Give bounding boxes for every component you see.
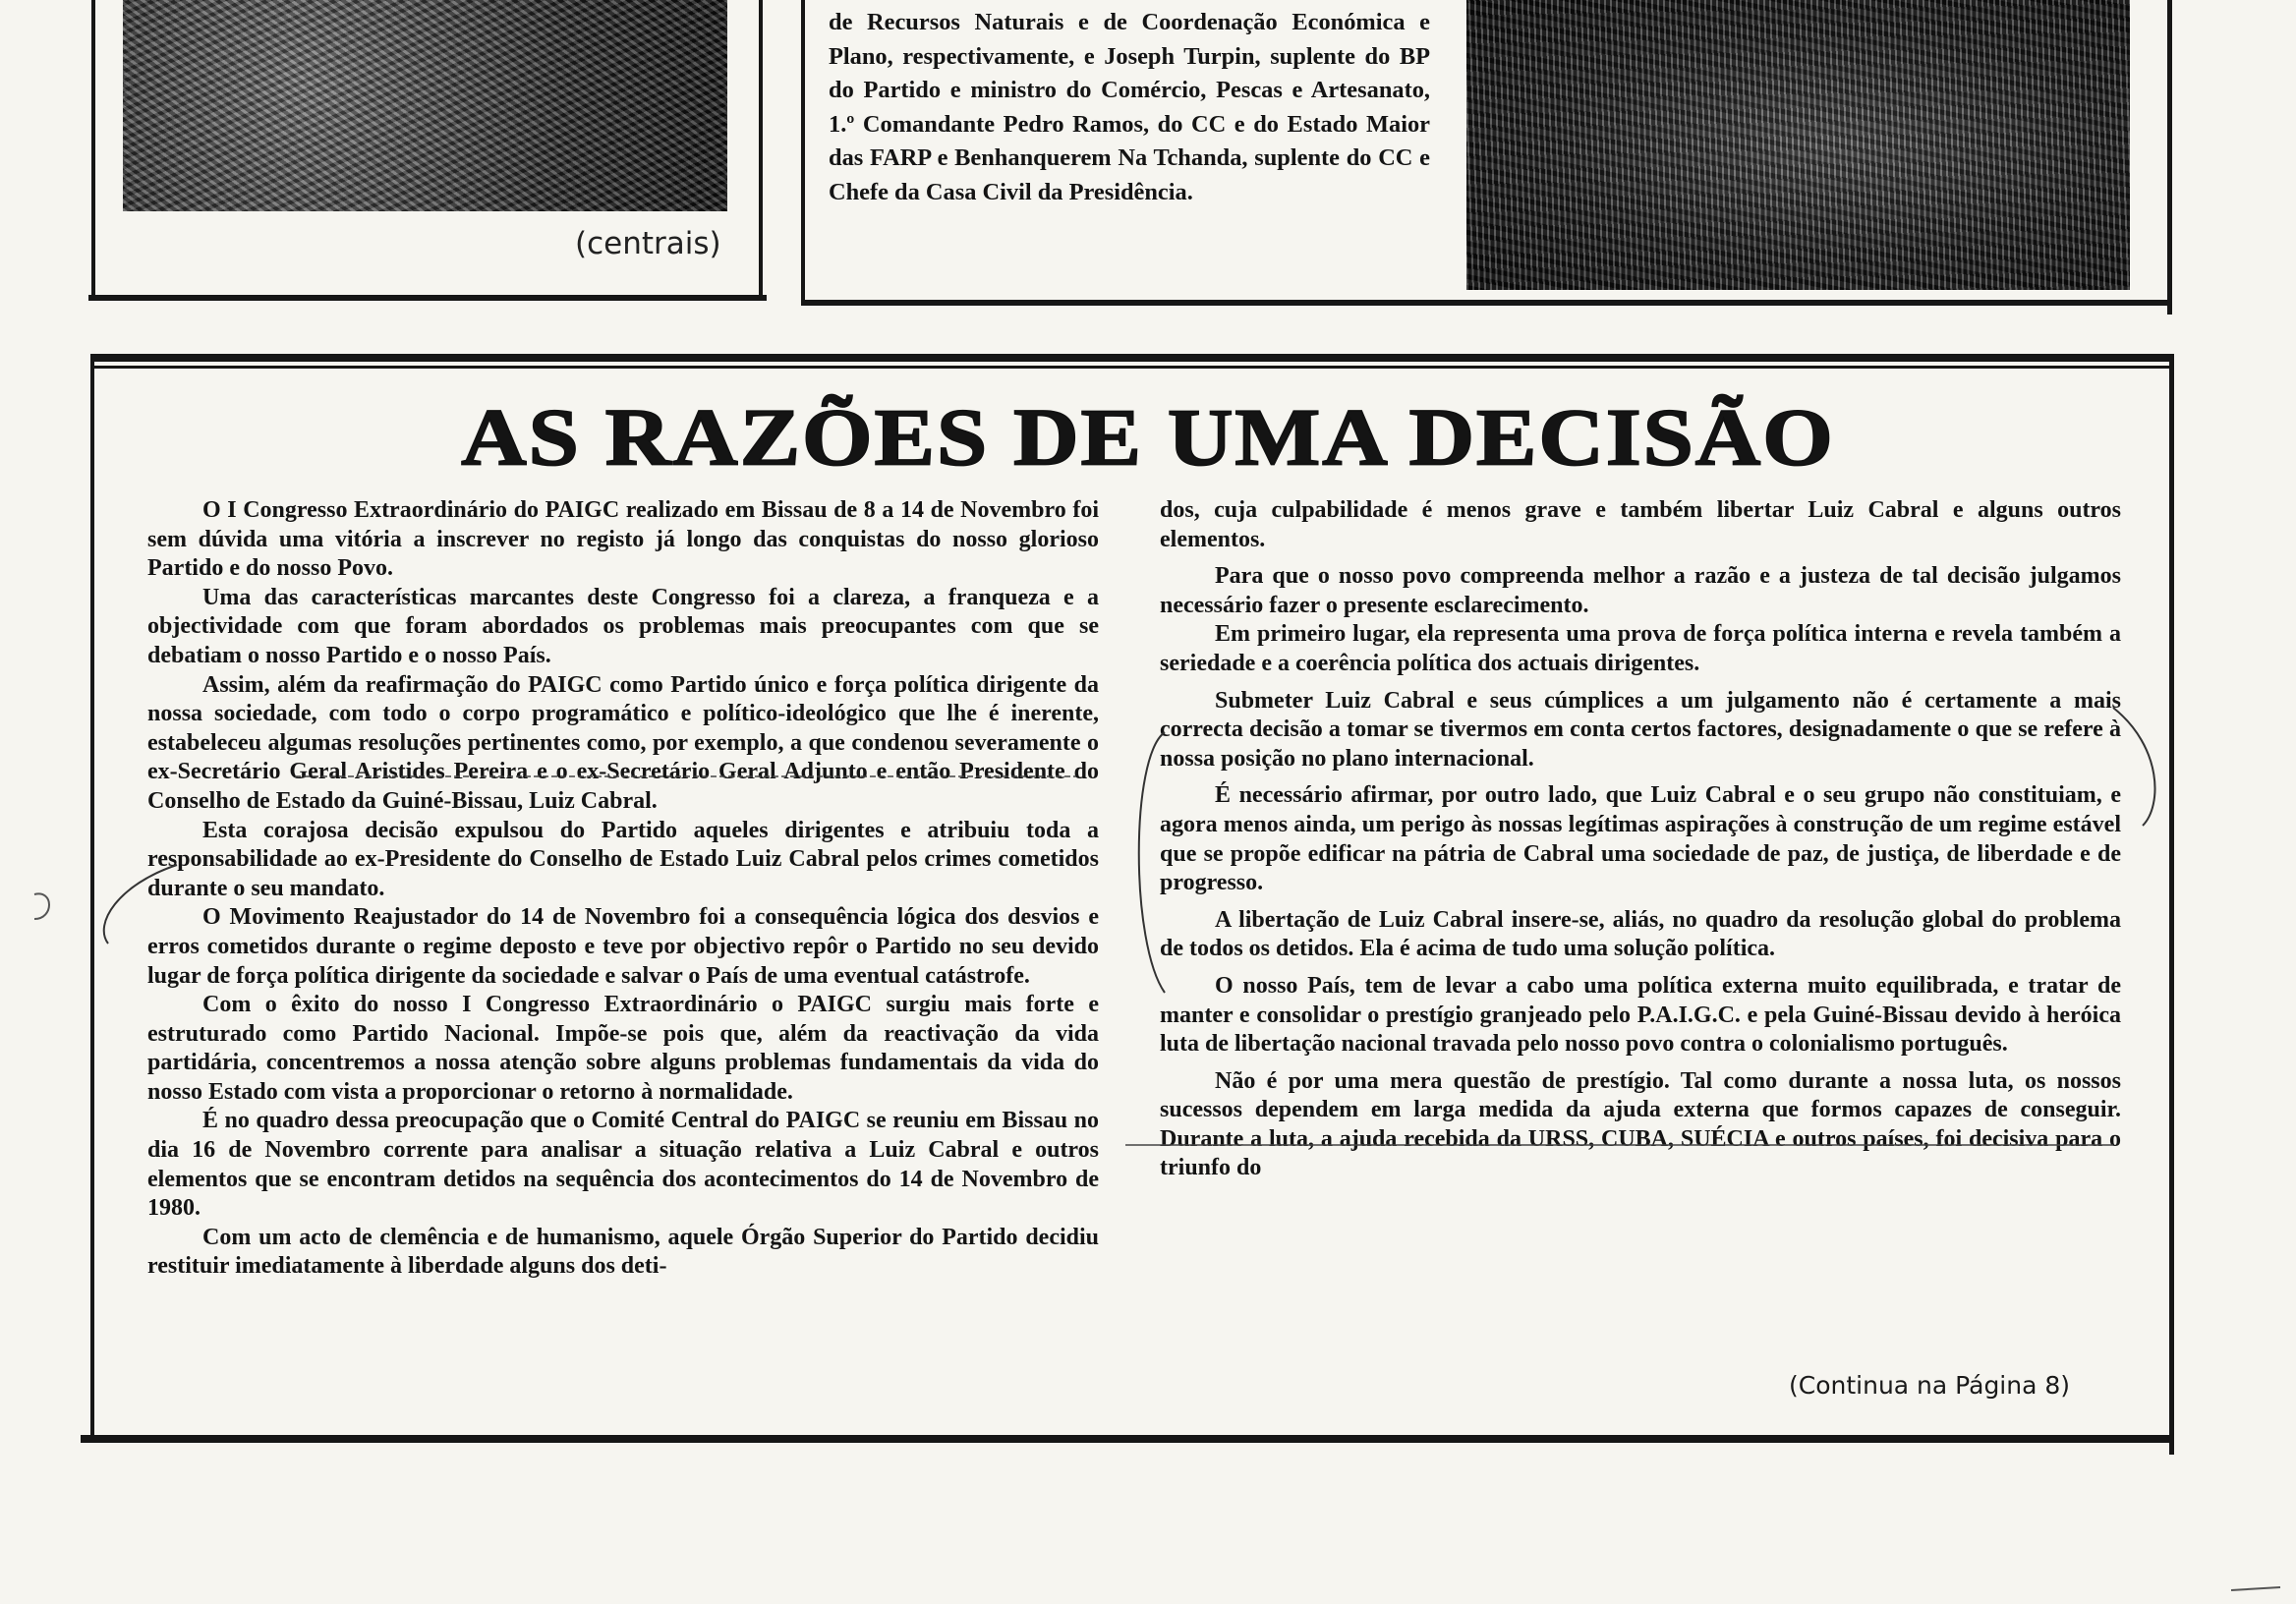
right-column (1160, 496, 2121, 1183)
paragraph: O Movimento Reajustador do 14 de Novembro foi a consequência lógica dos desvios e erros cometidos durante o regime deposto e teve por objectivo repôr o Partido no seu devido lugar de força política dirigente da sociedade e salvar o País de uma eventual catástrofe. (147, 904, 1099, 989)
continuation-note: (Continua na Página 8) (1789, 1371, 2071, 1400)
top-left-frame-right (759, 0, 763, 295)
paragraph: É necessário afirmar, por outro lado, que Luiz Cabral e o seu grupo não constituiam, e agora menos ainda, um perigo às nossas legítimas aspirações à construção de um regime estável que se propõe edificar na pátria de Cabral uma sociedade de paz, de justiça, de liberdade e de progresso. (1160, 782, 2121, 896)
paragraph: Com o êxito do nosso I Congresso Extraordinário o PAIGC surgiu mais forte e estruturado como Partido Nacional. Impõe-se pois que, além da reactivação da vida partidária, concentremos a nossa atenção sobre alguns problemas fundamentais da vida do nosso Estado com vista a proporcionar o retorno à normalidade. (147, 992, 1099, 1105)
top-middle-frame-left (801, 0, 805, 300)
top-left-photo (123, 0, 727, 211)
paragraph: Não é por uma mera questão de prestígio. Tal como durante a nossa luta, os nossos sucessos dependem em larga medida da ajuda externa que formos capazes de conseguir. Durante a luta, a ajuda recebida da URSS, CUBA, SUÉCIA e outros países, foi decisiva para o triunfo do (1160, 1067, 2121, 1181)
paragraph: O nosso País, tem de levar a cabo uma política externa muito equilibrada, e tratar de manter e consolidar o prestígio granjeado pelo P.A.I.G.C. e pela Guiné-Bissau devido à heróica luta de libertação nacional travada pelo nosso povo contra o colonialismo português. (1160, 972, 2121, 1058)
article-left-border (90, 354, 94, 1440)
margin-mark (34, 893, 49, 919)
paragraph: É no quadro dessa preocupação que o Comité Central do PAIGC se reuniu em Bissau no dia 16 de Novembro corrente para analisar a situação relativa a Luiz Cabral e outros elementos que se encontram detidos na sequência dos acontecimentos do 14 de Novembro de 1980. (147, 1108, 1099, 1222)
paragraph: dos, cuja culpabilidade é menos grave e também libertar Luiz Cabral e alguns outros elementos. (1160, 497, 2121, 552)
left-column (147, 496, 1099, 1282)
photo-caption: (centrais) (575, 226, 721, 261)
paragraph: Assim, além da reafirmação do PAIGC como Partido único e força política dirigente da nossa sociedade, com todo o corpo programático e político-ideológico que lhe é inerente, estabeleceu algumas resoluções pertinentes como, por exemplo, a que condenou severamente o ex-Secretário Geral Aristides Pereira e o ex-Secretário Geral Adjunto e então Presidente do Conselho de Estado da Guiné-Bissau, Luiz Cabral. (147, 671, 1099, 814)
paragraph: Esta corajosa decisão expulsou do Partido aqueles dirigentes e atribuiu toda a responsabilidade ao ex-Presidente do Conselho de Estado Luiz Cabral pelos crimes cometidos durante o seu mandato. (147, 817, 1099, 901)
paragraph: Para que o nosso povo compreenda melhor a razão e a justeza de tal decisão julgamos necessário fazer o presente esclarecimento. (1160, 563, 2121, 618)
top-left-rule (88, 295, 767, 301)
article-bottom-rule (81, 1435, 2174, 1443)
top-article-text: de Recursos Naturais e de Coordenação Económica e Plano, respectivamente, e Joseph Turpin, suplente do BP do Partido e ministro do Comércio, Pescas e Artesanato, 1.º Comandante Pedro Ramos, do CC e do Estado Maior das FARP e Benhanquerem Na Tchanda, suplente do CC e Chefe da Casa Civil da Presidência. (829, 9, 1430, 205)
top-left-frame-left (91, 0, 95, 295)
top-right-photo (1466, 0, 2130, 290)
paragraph: O I Congresso Extraordinário do PAIGC realizado em Bissau de 8 a 14 de Novembro foi sem dúvida uma vitória a inscrever no registo já longo das conquistas do nosso glorioso Partido e do nosso Povo. (147, 497, 1099, 582)
top-right-frame (2167, 0, 2172, 315)
paragraph: Submeter Luiz Cabral e seus cúmplices a um julgamento não é certamente a mais correcta decisão a tomar se tivermos em conta certos factores, designadamente o que se refere à nossa posição no plano internacional. (1160, 687, 2121, 772)
top-right-rule (801, 300, 2172, 306)
article-headline: AS RAZÕES DE UMA DECISÃO (461, 391, 1835, 483)
article-top-rule-thin (90, 366, 2174, 369)
paragraph: Uma das características marcantes deste Congresso foi a clareza, a franqueza e a objectividade com que foram abordados os problemas mais preocupantes com que se debatiam o nosso Partido e o nosso País. (147, 584, 1099, 668)
paragraph: Em primeiro lugar, ela representa uma prova de força política interna e revela também a seriedade e a coerência política dos actuais dirigentes. (1160, 621, 2121, 676)
paragraph: A libertação de Luiz Cabral insere-se, aliás, no quadro da resolução global do problema de todos os detidos. Ela é acima de tudo uma solução política. (1160, 906, 2121, 962)
edge-mark (2231, 1587, 2280, 1590)
article-top-rule (90, 354, 2174, 362)
paragraph: Com um acto de clemência e de humanismo, aquele Órgão Superior do Partido decidiu restituir imediatamente à liberdade alguns dos deti- (147, 1224, 1099, 1280)
article-right-border (2169, 354, 2174, 1455)
